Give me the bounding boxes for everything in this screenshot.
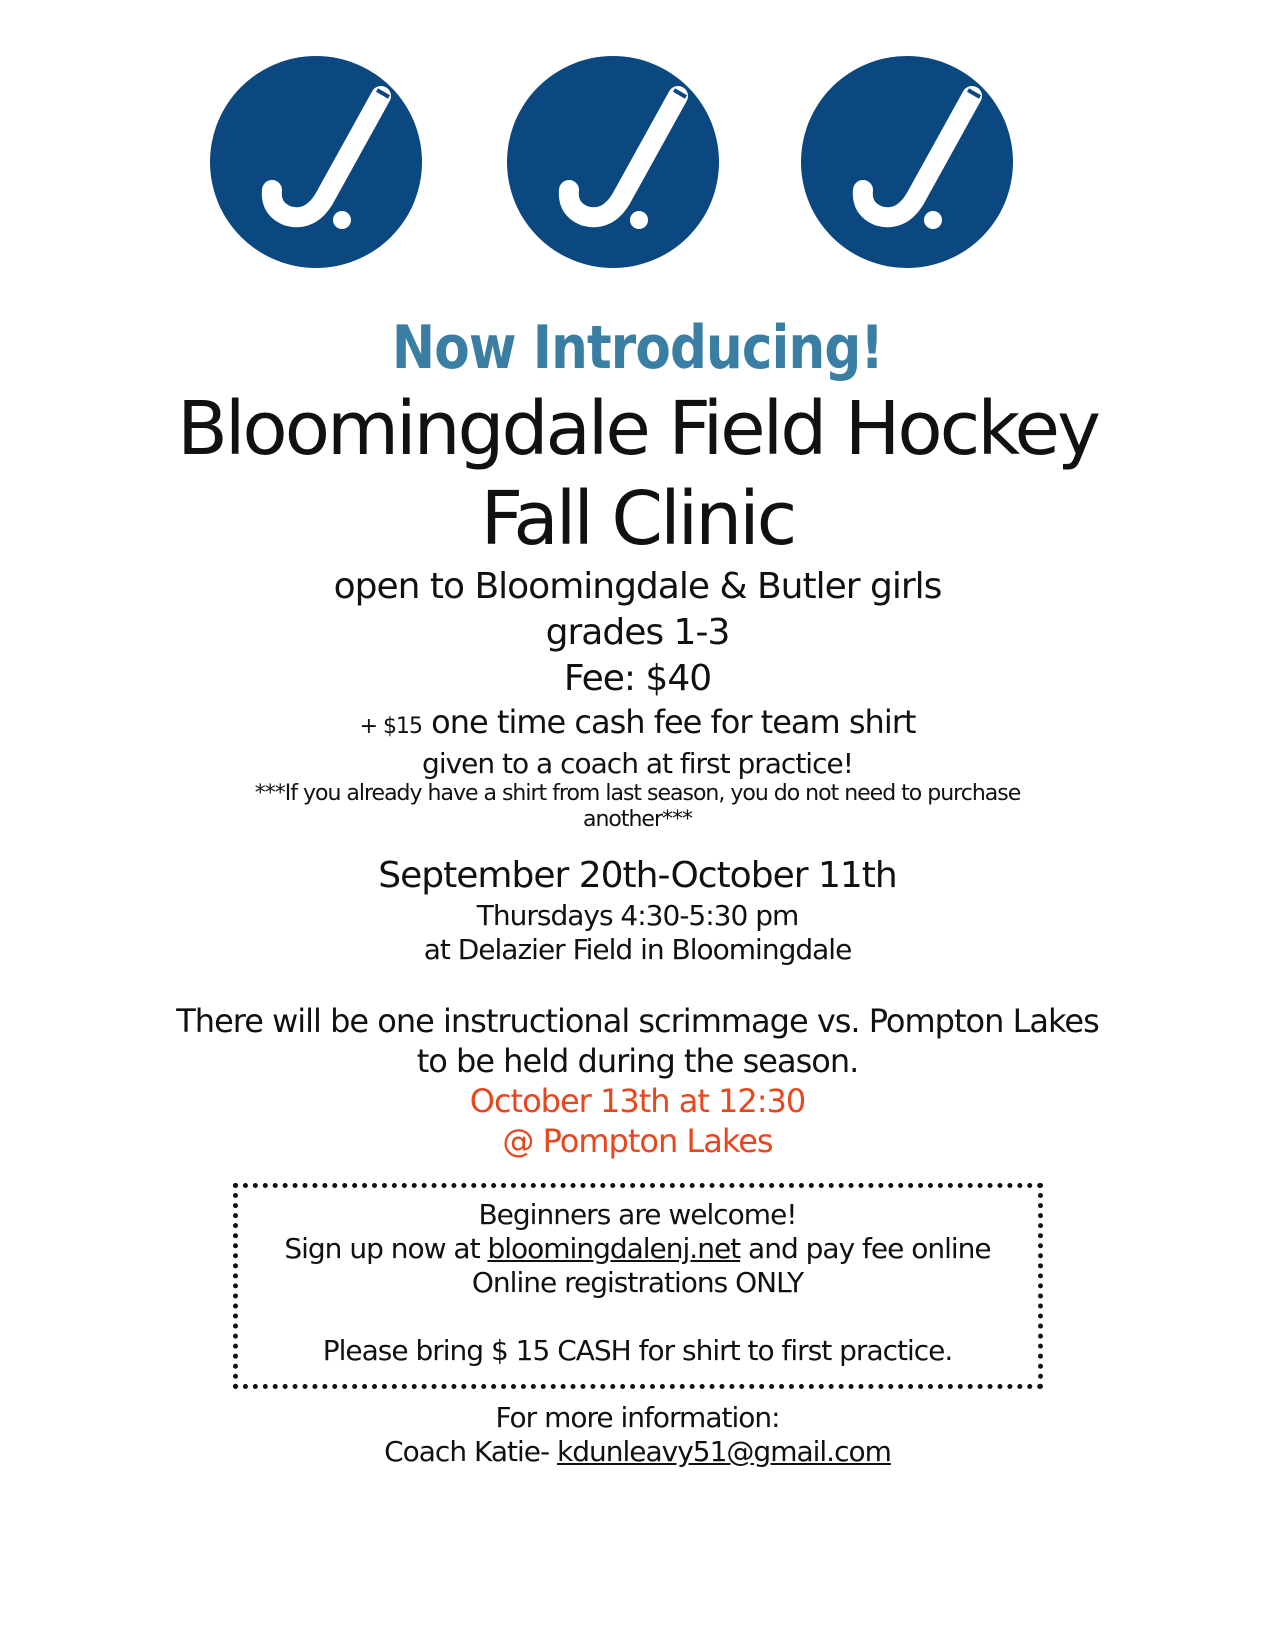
shirt-fee-note: given to a coach at first practice! — [422, 747, 853, 780]
scrimmage-place: @ Pompton Lakes — [502, 1122, 773, 1160]
beginners-welcome: Beginners are welcome! — [478, 1198, 797, 1231]
signup-link[interactable]: bloomingdalenj.net — [487, 1232, 741, 1265]
schedule-dates: September 20th-October 11th — [378, 855, 897, 896]
signup-line — [238, 1232, 1038, 1266]
shirt-fee-text: one time cash fee for team shirt — [422, 703, 916, 741]
fee-text: Fee: $40 — [563, 658, 712, 699]
grades-text: grades 1-3 — [545, 612, 730, 653]
signup-prefix: Sign up now at — [284, 1232, 488, 1265]
flyer-content — [0, 312, 1275, 1469]
online-only-text: Online registrations ONLY — [471, 1266, 804, 1299]
eligibility-text: open to Bloomingdale & Butler girls — [333, 566, 942, 607]
shirt-note-line1: ***If you already have a shirt from last season, you do not need to purchase — [254, 781, 1021, 806]
page-subtitle: Fall Clinic — [480, 476, 795, 562]
schedule-location: at Delazier Field in Bloomingdale — [423, 933, 852, 966]
contact-section — [0, 1401, 1275, 1469]
field-hockey-stick-icon — [797, 52, 1017, 272]
contact-heading: For more information: — [495, 1401, 780, 1434]
scrimmage-date: October 13th at 12:30 — [469, 1082, 806, 1120]
field-hockey-stick-icon — [206, 52, 426, 272]
cash-note: Please bring $ 15 CASH for shirt to first practice. — [322, 1334, 953, 1367]
intro-heading: Now Introducing! — [391, 313, 884, 383]
logo-row — [0, 52, 1275, 272]
scrimmage-line2: to be held during the season. — [416, 1042, 859, 1080]
schedule-time: Thursdays 4:30-5:30 pm — [476, 899, 799, 932]
shirt-note-line2: another*** — [582, 807, 693, 832]
contact-line — [0, 1435, 1275, 1469]
shirt-fee-amount: + $15 — [359, 714, 422, 739]
signup-suffix: and pay fee online — [740, 1232, 991, 1265]
registration-box — [233, 1183, 1043, 1389]
contact-prefix: Coach Katie- — [384, 1435, 557, 1468]
shirt-fee-line — [0, 702, 1275, 747]
contact-email-link[interactable]: kdunleavy51@gmail.com — [557, 1435, 891, 1468]
page-title: Bloomingdale Field Hockey — [177, 386, 1098, 472]
scrimmage-line1: There will be one instructional scrimmage vs. Pompton Lakes — [176, 1002, 1099, 1040]
field-hockey-stick-icon — [503, 52, 723, 272]
